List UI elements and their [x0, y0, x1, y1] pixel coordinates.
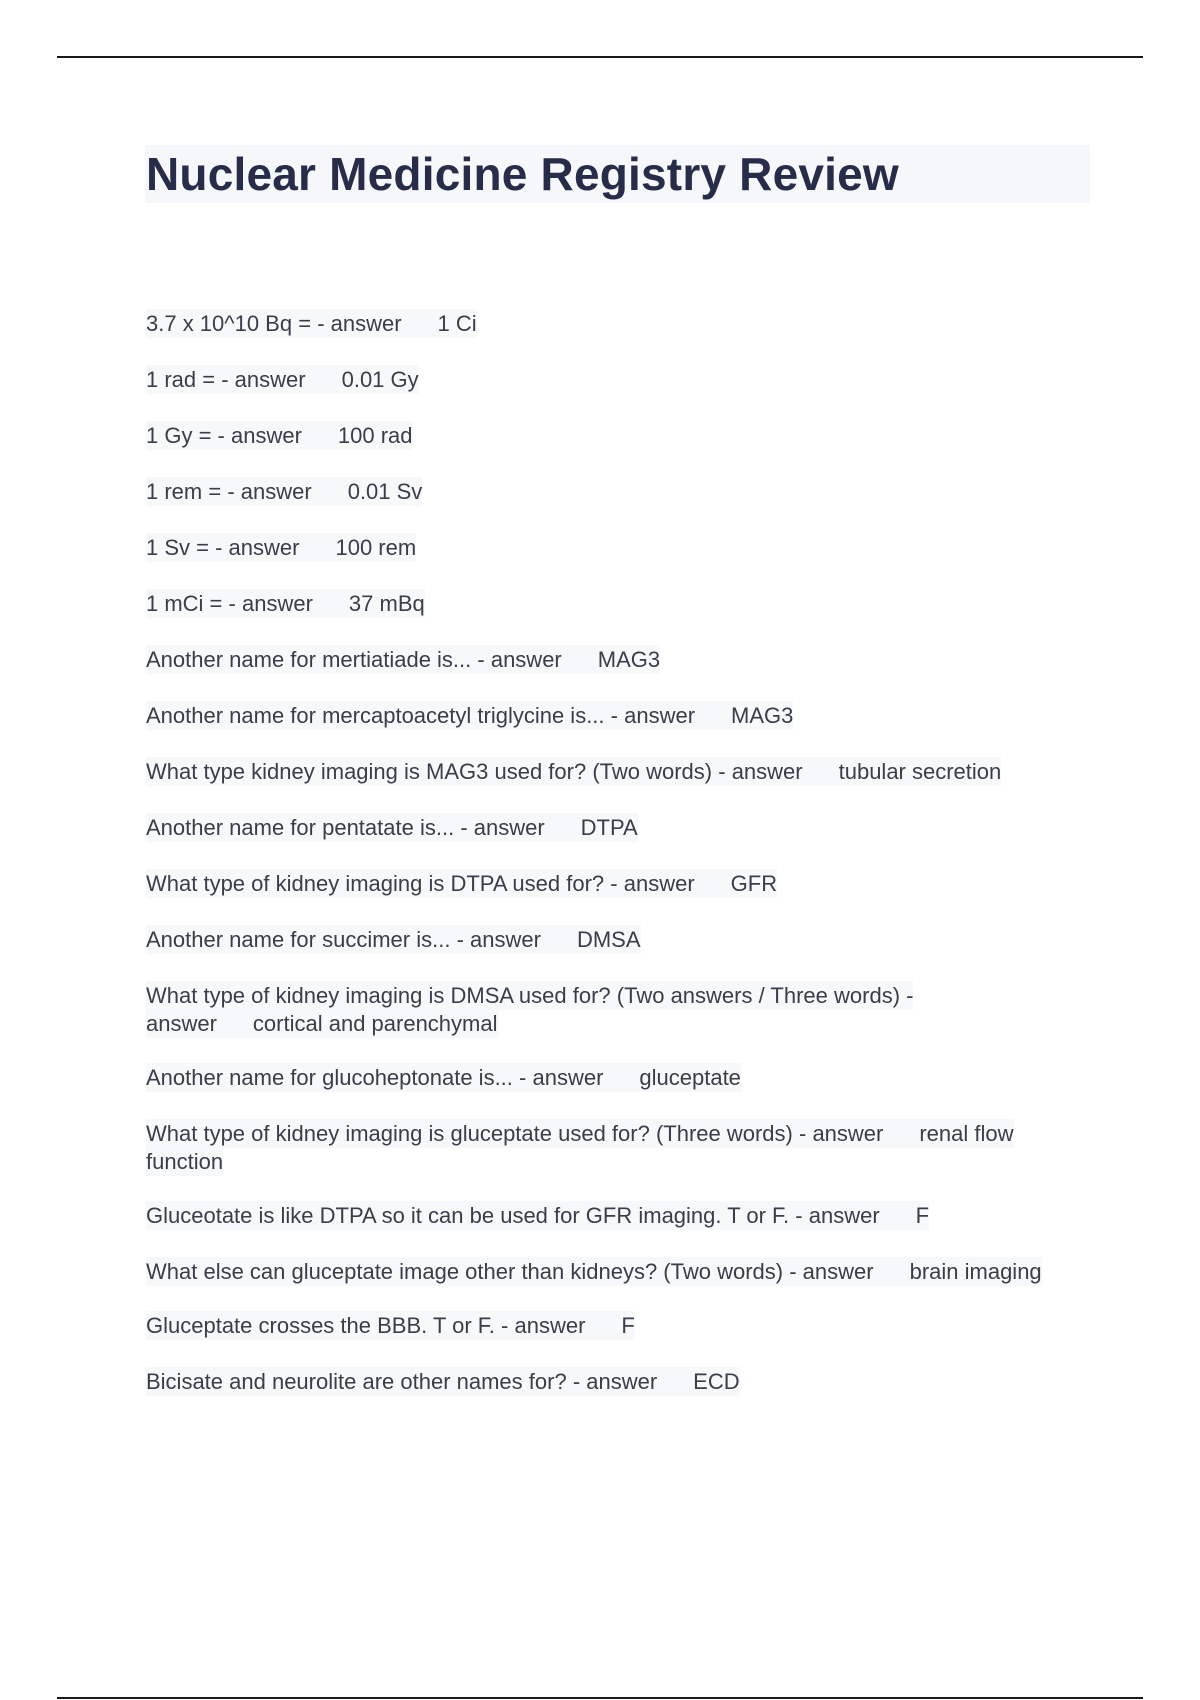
flashcard-text — [146, 309, 477, 338]
answer-text: renal flow function — [146, 1121, 1014, 1174]
flashcard-text — [146, 813, 638, 842]
flashcard-item — [146, 422, 1091, 450]
answer-separator: - answer — [146, 983, 914, 1036]
flashcard-item — [146, 1064, 1091, 1092]
question-text: What else can gluceptate image other than kidneys? (Two words) — [146, 1259, 784, 1284]
question-text: 3.7 x 10^10 Bq = — [146, 311, 312, 336]
flashcard-text — [146, 869, 777, 898]
answer-text: F — [915, 1203, 930, 1228]
answer-separator: - answer — [501, 1313, 586, 1338]
page-title: Nuclear Medicine Registry Review — [146, 148, 899, 200]
question-text: 1 rad = — [146, 367, 216, 392]
flashcard-text — [146, 1311, 635, 1340]
answer-separator: - answer — [456, 927, 541, 952]
flashcard-item — [146, 590, 1091, 618]
answer-separator: - answer — [460, 815, 545, 840]
flashcard-text — [146, 477, 422, 506]
flashcard-item — [146, 926, 1091, 954]
answer-text: gluceptate — [639, 1065, 741, 1090]
question-text: What type kidney imaging is MAG3 used for? (Two words) — [146, 759, 713, 784]
footer-rule — [57, 1697, 1143, 1699]
flashcard-item — [146, 1312, 1091, 1340]
answer-text: 100 rad — [337, 423, 413, 448]
flashcard-item — [146, 982, 1091, 1038]
flashcard-item — [146, 758, 1091, 786]
answer-separator: - answer — [217, 423, 302, 448]
flashcard-item — [146, 534, 1091, 562]
question-text: What type of kidney imaging is DTPA used for? — [146, 871, 605, 896]
answer-separator: - answer — [215, 535, 300, 560]
answer-separator: - answer — [789, 1259, 874, 1284]
question-text: 1 rem = — [146, 479, 222, 504]
flashcard-item — [146, 366, 1091, 394]
answer-text: F — [621, 1313, 635, 1338]
answer-separator: - answer — [228, 591, 313, 616]
flashcard-list — [146, 310, 1091, 1424]
flashcard-item — [146, 478, 1091, 506]
answer-text: cortical and parenchymal — [252, 1011, 498, 1036]
flashcard-text — [146, 1119, 1014, 1176]
answer-text: 0.01 Gy — [341, 367, 419, 392]
answer-separator: - answer — [572, 1369, 658, 1394]
question-text: Another name for glucoheptonate is... — [146, 1065, 513, 1090]
question-text: Another name for succimer is... — [146, 927, 451, 952]
answer-separator: - answer — [477, 647, 562, 672]
flashcard-item — [146, 1120, 1091, 1176]
flashcard-text — [146, 701, 793, 730]
flashcard-item — [146, 310, 1091, 338]
flashcard-item — [146, 1258, 1091, 1286]
answer-separator: - answer — [610, 703, 696, 728]
question-text: 1 mCi = — [146, 591, 223, 616]
flashcard-text — [146, 925, 641, 954]
answer-text: 0.01 Sv — [347, 479, 423, 504]
question-text: What type of kidney imaging is DMSA used for? (Two answers / Three words) — [146, 983, 901, 1008]
flashcard-text — [146, 1367, 740, 1396]
flashcard-text — [146, 533, 416, 562]
answer-text: DTPA — [580, 815, 638, 840]
question-text: Bicisate and neurolite are other names for? — [146, 1369, 567, 1394]
question-text: Gluceptate crosses the BBB. T or F. — [146, 1313, 495, 1338]
flashcard-item — [146, 646, 1091, 674]
flashcard-item — [146, 870, 1091, 898]
question-text: What type of kidney imaging is gluceptate used for? (Three words) — [146, 1121, 793, 1146]
question-text: 1 Sv = — [146, 535, 209, 560]
answer-separator: - answer — [799, 1121, 884, 1146]
answer-separator: - answer — [795, 1203, 880, 1228]
answer-text: brain imaging — [909, 1259, 1042, 1284]
question-text: Another name for mercaptoacetyl triglycine is... — [146, 703, 605, 728]
answer-text: tubular secretion — [838, 759, 1002, 784]
answer-text: GFR — [730, 871, 778, 896]
answer-separator: - answer — [317, 311, 402, 336]
answer-text: 37 mBq — [348, 591, 425, 616]
answer-text: MAG3 — [731, 703, 794, 728]
question-text: Another name for mertiatiade is... — [146, 647, 472, 672]
flashcard-text — [146, 1063, 741, 1092]
flashcard-text — [146, 365, 419, 394]
answer-separator: - answer — [610, 871, 695, 896]
question-text: 1 Gy = — [146, 423, 212, 448]
flashcard-text — [146, 589, 425, 618]
answer-separator: - answer — [519, 1065, 604, 1090]
flashcard-text — [146, 1257, 1042, 1286]
answer-text: DMSA — [576, 927, 641, 952]
answer-text: 100 rem — [335, 535, 417, 560]
flashcard-text — [146, 421, 413, 450]
answer-separator: - answer — [718, 759, 803, 784]
answer-separator: - answer — [227, 479, 312, 504]
flashcard-item — [146, 1202, 1091, 1230]
answer-text: ECD — [693, 1369, 740, 1394]
flashcard-text — [146, 981, 913, 1038]
question-text: Gluceotate is like DTPA so it can be used for GFR imaging. T or F. — [146, 1203, 790, 1228]
header-rule — [57, 56, 1143, 58]
answer-text: MAG3 — [597, 647, 661, 672]
question-text: Another name for pentatate is... — [146, 815, 455, 840]
flashcard-item — [146, 702, 1091, 730]
flashcard-text — [146, 645, 660, 674]
flashcard-text — [146, 757, 1001, 786]
flashcard-item — [146, 814, 1091, 842]
flashcard-text — [146, 1201, 929, 1230]
flashcard-item — [146, 1368, 1091, 1396]
answer-separator: - answer — [221, 367, 306, 392]
answer-text: 1 Ci — [437, 311, 477, 336]
